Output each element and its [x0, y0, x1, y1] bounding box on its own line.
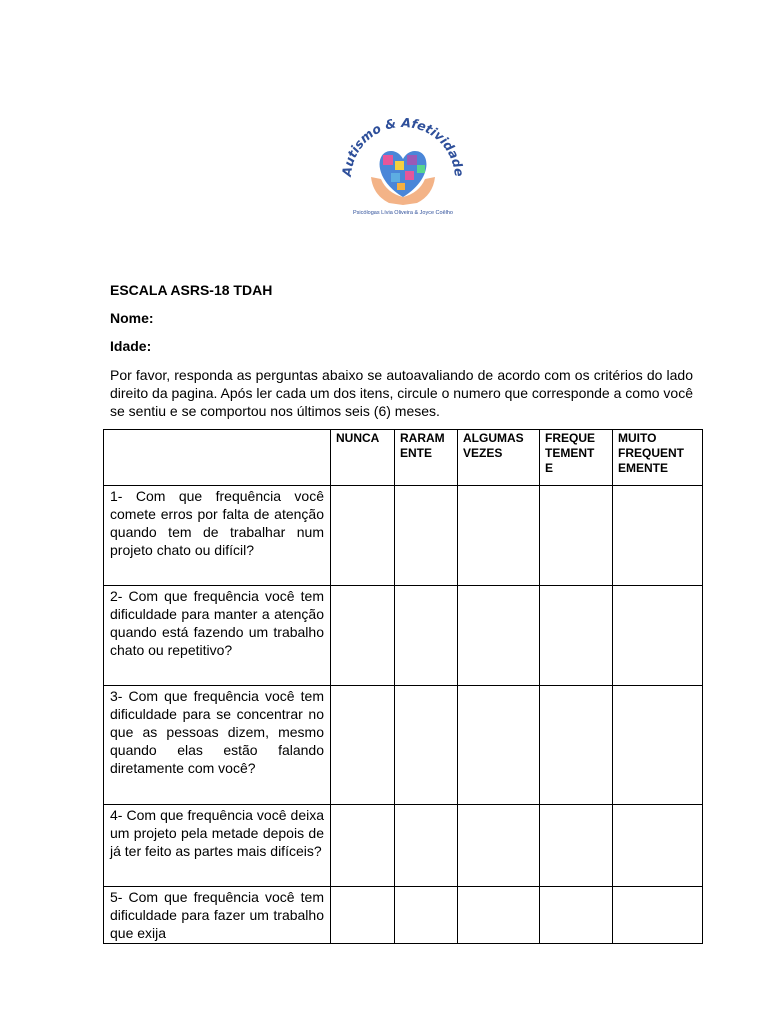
table-row [104, 586, 703, 686]
page-title: ESCALA ASRS-18 TDAH [110, 282, 273, 298]
answer-cell-nunca[interactable] [331, 887, 395, 944]
answer-cell-raramente[interactable] [395, 486, 458, 586]
age-label: Idade: [110, 338, 152, 354]
header-line: VEZES [463, 446, 503, 460]
document-header [110, 282, 693, 420]
header-line: TEMENT [545, 446, 595, 460]
answer-cell-frequentemente[interactable] [540, 686, 613, 805]
header-line: NUNCA [336, 431, 380, 445]
answer-cell-algumas-vezes[interactable] [458, 686, 540, 805]
header-line: ENTE [400, 446, 433, 460]
table-header-row [104, 430, 703, 486]
header-raramente [395, 430, 458, 486]
answer-cell-muito-frequentemente[interactable] [613, 887, 703, 944]
answer-cell-nunca[interactable] [331, 486, 395, 586]
question-cell: 5- Com que frequência você tem dificuldade para fazer um trabalho que exija [104, 887, 331, 944]
answer-cell-nunca[interactable] [331, 805, 395, 887]
answer-cell-raramente[interactable] [395, 805, 458, 887]
header-line: EMENTE [618, 461, 669, 475]
question-cell: 1- Com que frequência você comete erros por falta de atenção quando tem de trabalhar num projeto chato ou difícil? [104, 486, 331, 586]
header-line: ALGUMAS [463, 431, 524, 445]
header-line: FREQUE [545, 431, 596, 445]
header-line: E [545, 461, 554, 475]
logo-credit: Psicólogas Lívia Oliveira & Joyce Coêlho [353, 210, 453, 216]
header-line: RARAM [400, 431, 445, 445]
answer-cell-muito-frequentemente[interactable] [613, 686, 703, 805]
answer-cell-algumas-vezes[interactable] [458, 586, 540, 686]
answer-cell-algumas-vezes[interactable] [458, 805, 540, 887]
instructions-paragraph: Por favor, responda as perguntas abaixo se autoavaliando de acordo com os critérios do lado direito da pagina. Após ler cada um dos itens, circule o numero que corresponde a como você se sentiu e se comportou nos últimos seis (6) meses. [110, 367, 693, 419]
table-row [104, 887, 703, 944]
answer-cell-raramente[interactable] [395, 586, 458, 686]
answer-cell-algumas-vezes[interactable] [458, 486, 540, 586]
header-frequentemente [540, 430, 613, 486]
answer-cell-frequentemente[interactable] [540, 486, 613, 586]
brand-text: Autismo & Afetividade [338, 117, 468, 178]
answer-cell-frequentemente[interactable] [540, 805, 613, 887]
name-label: Nome: [110, 310, 154, 326]
header-line: MUITO [618, 431, 657, 445]
answer-cell-muito-frequentemente[interactable] [613, 586, 703, 686]
answer-cell-raramente[interactable] [395, 686, 458, 805]
table-row [104, 805, 703, 887]
answer-cell-frequentemente[interactable] [540, 586, 613, 686]
answer-cell-algumas-vezes[interactable] [458, 887, 540, 944]
question-cell: 4- Com que frequência você deixa um projeto pela metade depois de já ter feito as partes mais difíceis? [104, 805, 331, 887]
question-cell: 3- Com que frequência você tem dificuldade para se concentrar no que as pessoas dizem, mesmo quando elas estão falando diretamente com você? [104, 686, 331, 805]
brand-logo [333, 117, 473, 235]
answer-cell-muito-frequentemente[interactable] [613, 805, 703, 887]
heart-puzzle-hands-icon [333, 117, 473, 212]
question-cell: 2- Com que frequência você tem dificuldade para manter a atenção quando está fazendo um trabalho chato ou repetitivo? [104, 586, 331, 686]
table-row [104, 486, 703, 586]
answer-cell-raramente[interactable] [395, 887, 458, 944]
answer-cell-nunca[interactable] [331, 586, 395, 686]
answer-cell-muito-frequentemente[interactable] [613, 486, 703, 586]
asrs-table [103, 429, 703, 944]
header-line: FREQUENT [618, 446, 684, 460]
header-algumas-vezes [458, 430, 540, 486]
table-row [104, 686, 703, 805]
header-question [104, 430, 331, 486]
header-nunca [331, 430, 395, 486]
header-muito-frequentemente [613, 430, 703, 486]
answer-cell-nunca[interactable] [331, 686, 395, 805]
answer-cell-frequentemente[interactable] [540, 887, 613, 944]
